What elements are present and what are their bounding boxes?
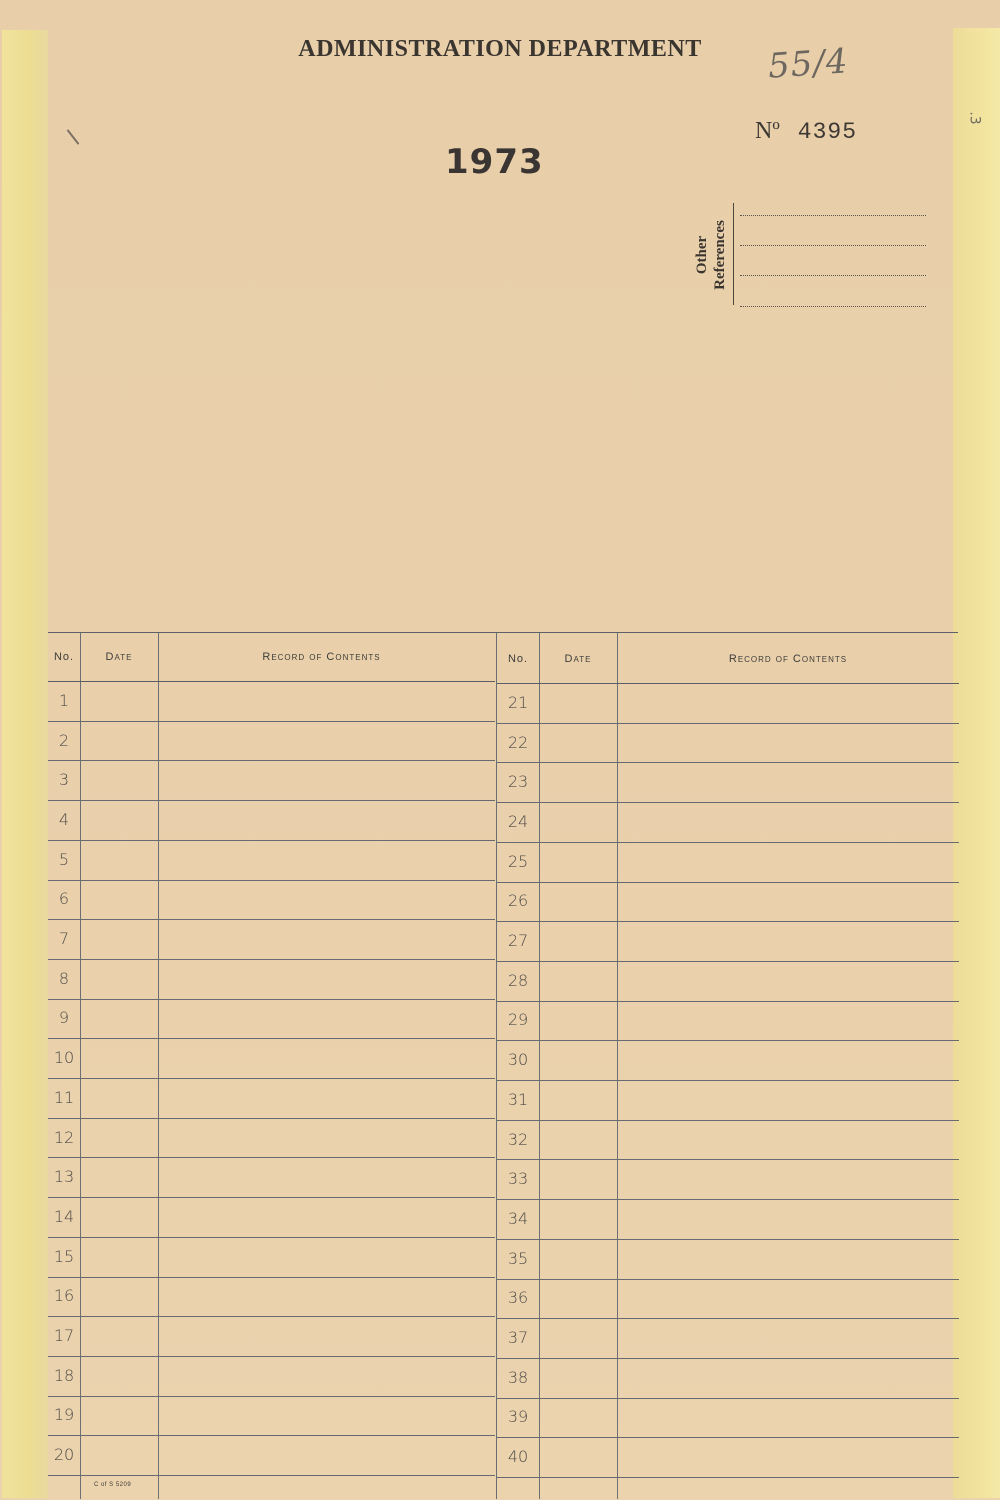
row-rule [497, 961, 959, 962]
row-rule [48, 1475, 495, 1476]
row-number: 6 [58, 889, 70, 909]
row-number: 15 [53, 1246, 75, 1266]
row-rule [497, 1040, 959, 1041]
row-rule [497, 1239, 959, 1240]
row-number: 33 [507, 1169, 529, 1189]
reference-line[interactable] [740, 245, 926, 246]
row-number: 14 [53, 1206, 75, 1226]
file-year: 1973 [445, 142, 544, 182]
contents-table [48, 632, 958, 1499]
row-number: 20 [53, 1445, 75, 1465]
row-rule [48, 800, 495, 801]
row-rule [48, 1396, 495, 1397]
contents-table-right [496, 633, 959, 1499]
row-rule [48, 1435, 495, 1436]
row-number: 30 [507, 1050, 529, 1070]
row-number: 7 [58, 929, 70, 949]
row-rule [497, 921, 959, 922]
references-brace [733, 203, 740, 305]
row-number: 26 [507, 891, 529, 911]
row-number: 9 [58, 1008, 70, 1028]
right-folder-flap [953, 28, 1000, 1498]
header-date: Date [564, 653, 592, 665]
row-rule [48, 1038, 495, 1039]
row-rule [497, 1477, 959, 1478]
row-rule [48, 1118, 495, 1119]
row-number: 4 [58, 809, 70, 829]
row-number: 35 [507, 1248, 529, 1268]
row-number: 34 [507, 1208, 529, 1228]
reference-line[interactable] [740, 275, 926, 276]
row-number: 40 [507, 1447, 529, 1467]
row-number: 21 [507, 692, 529, 712]
row-rule [497, 1159, 959, 1160]
row-number: 37 [507, 1328, 529, 1348]
row-rule [48, 1356, 495, 1357]
other-references-label [688, 200, 734, 310]
contents-table-left [48, 633, 495, 1499]
row-rule [48, 959, 495, 960]
row-rule [497, 1398, 959, 1399]
header-underline [48, 681, 495, 682]
header-record: Record of Contents [262, 651, 381, 663]
row-rule [48, 919, 495, 920]
header-no: No. [53, 651, 75, 663]
row-rule [497, 1001, 959, 1002]
department-title: ADMINISTRATION DEPARTMENT [298, 36, 702, 62]
row-number: 11 [53, 1087, 75, 1107]
row-rule [48, 840, 495, 841]
handwritten-reference: 55/4 [766, 41, 850, 87]
row-rule [48, 1316, 495, 1317]
row-number: 29 [507, 1010, 529, 1030]
row-number: 39 [507, 1407, 529, 1427]
printer-code: C of S 5209 [94, 1482, 132, 1488]
reference-line[interactable] [740, 215, 926, 216]
file-number-label: Nº [755, 118, 780, 144]
row-number: 24 [507, 811, 529, 831]
row-number: 16 [53, 1286, 75, 1306]
header-no: No. [507, 653, 529, 665]
row-rule [497, 842, 959, 843]
row-number: 23 [507, 772, 529, 792]
row-number: 8 [58, 968, 70, 988]
row-rule [497, 1437, 959, 1438]
row-rule [48, 1277, 495, 1278]
other-references-line1: Other [694, 235, 710, 275]
row-rule [497, 1080, 959, 1081]
column-divider [158, 633, 159, 1499]
header-date: Date [105, 651, 133, 663]
row-rule [48, 760, 495, 761]
row-number: 12 [53, 1127, 75, 1147]
row-number: 17 [53, 1326, 75, 1346]
row-number: 32 [507, 1129, 529, 1149]
row-number: 10 [53, 1048, 75, 1068]
row-number: 27 [507, 931, 529, 951]
row-number: 31 [507, 1089, 529, 1109]
column-divider [80, 633, 81, 1499]
row-rule [48, 721, 495, 722]
row-number: 5 [58, 849, 70, 869]
row-rule [48, 1197, 495, 1198]
file-number-value: 4395 [797, 119, 857, 145]
header-underline [497, 683, 959, 684]
row-rule [48, 1237, 495, 1238]
edge-pencil-mark: .3 [966, 111, 983, 125]
row-rule [497, 1120, 959, 1121]
row-number: 19 [53, 1405, 75, 1425]
row-rule [497, 1358, 959, 1359]
file-number [755, 118, 857, 145]
row-number: 18 [53, 1365, 75, 1385]
row-rule [497, 1199, 959, 1200]
row-rule [497, 762, 959, 763]
row-rule [497, 802, 959, 803]
row-rule [48, 999, 495, 1000]
other-references-line2: References [712, 220, 728, 290]
row-rule [497, 1279, 959, 1280]
header-record: Record of Contents [728, 653, 848, 665]
row-rule [48, 880, 495, 881]
row-number: 1 [58, 690, 70, 710]
row-number: 22 [507, 732, 529, 752]
row-number: 28 [507, 970, 529, 990]
row-number: 38 [507, 1367, 529, 1387]
row-number: 36 [507, 1288, 529, 1308]
row-rule [497, 723, 959, 724]
row-number: 13 [53, 1167, 75, 1187]
row-rule [497, 882, 959, 883]
row-rule [48, 1157, 495, 1158]
row-rule [497, 1318, 959, 1319]
row-number: 25 [507, 851, 529, 871]
left-folder-flap [2, 30, 48, 1498]
row-number: 2 [58, 730, 70, 750]
row-rule [48, 1078, 495, 1079]
row-number: 3 [58, 770, 70, 790]
reference-line[interactable] [740, 306, 926, 307]
